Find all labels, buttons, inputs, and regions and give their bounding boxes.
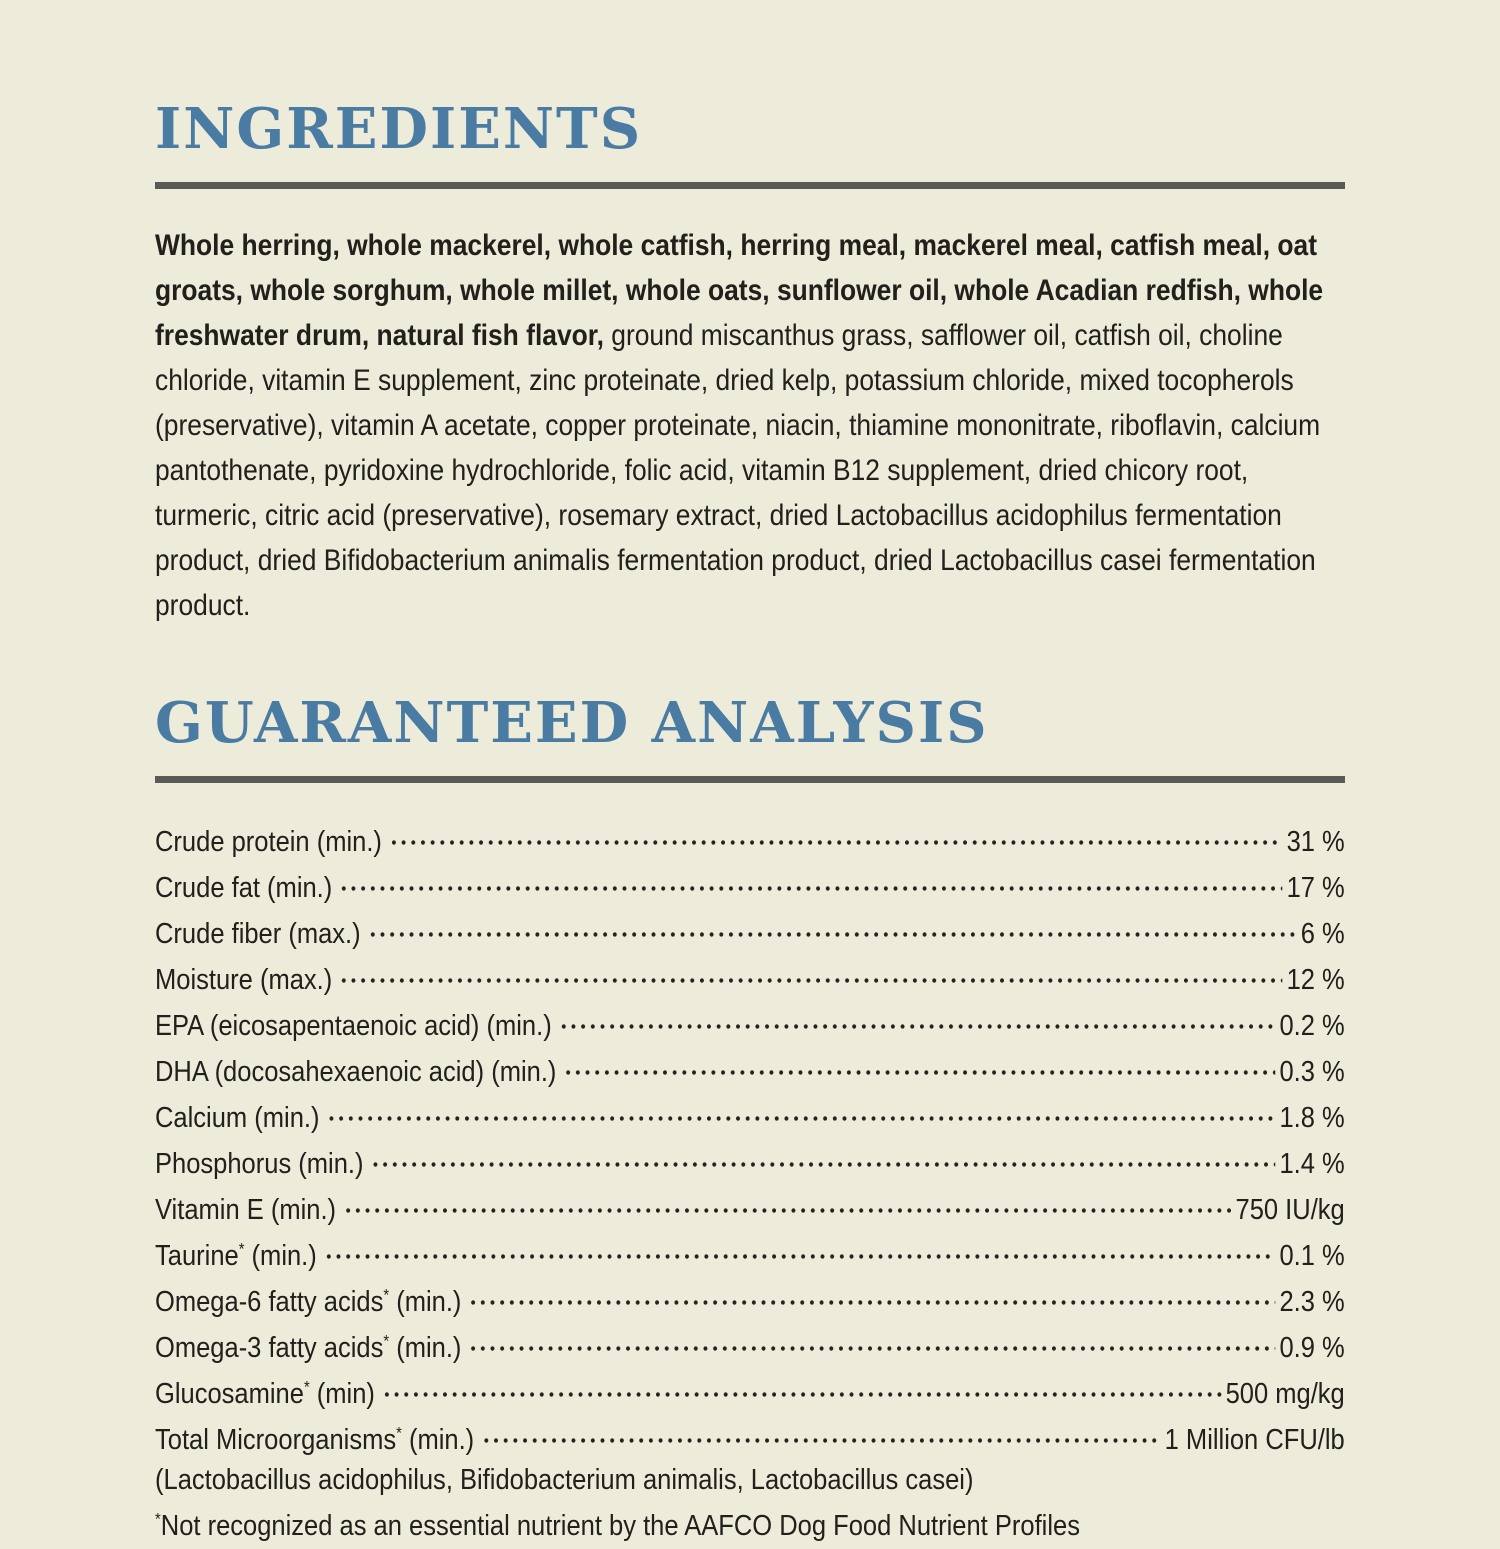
analysis-row bbox=[155, 951, 1345, 997]
analysis-row-label: Taurine* (min.) bbox=[155, 1239, 317, 1272]
analysis-row-value: 0.9 % bbox=[1279, 1332, 1345, 1364]
analysis-row bbox=[155, 1181, 1345, 1227]
ingredients-paragraph bbox=[155, 223, 1345, 628]
analysis-row bbox=[155, 1089, 1345, 1135]
dot-leader bbox=[382, 1365, 1221, 1411]
dot-leader bbox=[339, 951, 1282, 997]
analysis-row bbox=[155, 905, 1345, 951]
analysis-row bbox=[155, 1043, 1345, 1089]
analysis-row-value: 31 % bbox=[1286, 826, 1345, 858]
analysis-row-value: 1.8 % bbox=[1279, 1102, 1345, 1134]
dot-leader bbox=[324, 1227, 1275, 1273]
analysis-row-label: Crude fat (min.) bbox=[155, 872, 333, 904]
analysis-row-value: 1 Million CFU/lb bbox=[1164, 1424, 1345, 1456]
ingredients-divider bbox=[155, 182, 1345, 189]
analysis-row-label: DHA (docosahexaenoic acid) (min.) bbox=[155, 1056, 557, 1088]
asterisk-marker: * bbox=[383, 1331, 390, 1351]
analysis-row-value: 750 IU/kg bbox=[1235, 1194, 1345, 1226]
analysis-row-value: 0.3 % bbox=[1279, 1056, 1345, 1088]
asterisk-marker: * bbox=[383, 1285, 390, 1305]
analysis-row-value: 0.1 % bbox=[1279, 1240, 1345, 1272]
dot-leader bbox=[468, 1273, 1275, 1319]
analysis-row bbox=[155, 1227, 1345, 1273]
analysis-row-label: Glucosamine* (min) bbox=[155, 1377, 375, 1410]
analysis-row-label: Calcium (min.) bbox=[155, 1102, 320, 1134]
guaranteed-analysis-divider bbox=[155, 776, 1345, 783]
ingredients-section bbox=[155, 96, 1345, 628]
analysis-row bbox=[155, 1319, 1345, 1365]
dot-leader bbox=[559, 997, 1275, 1043]
analysis-row-label: Omega-3 fatty acids* (min.) bbox=[155, 1331, 462, 1364]
analysis-row bbox=[155, 997, 1345, 1043]
analysis-row-label: Moisture (max.) bbox=[155, 964, 333, 996]
dot-leader bbox=[468, 1319, 1275, 1365]
dot-leader bbox=[389, 813, 1282, 859]
asterisk-marker: * bbox=[238, 1239, 245, 1259]
asterisk-marker: * bbox=[303, 1377, 310, 1397]
analysis-row bbox=[155, 813, 1345, 859]
microorganism-species-note: (Lactobacillus acidophilus, Bifidobacterium animalis, Lactobacillus casei) bbox=[155, 1464, 974, 1496]
dot-leader bbox=[368, 905, 1297, 951]
guaranteed-analysis-table bbox=[155, 813, 1345, 1457]
dot-leader bbox=[481, 1411, 1160, 1457]
analysis-row-label: Crude protein (min.) bbox=[155, 826, 382, 858]
analysis-row bbox=[155, 1273, 1345, 1319]
ingredients-secondary-list: ground miscanthus grass, safflower oil, catfish oil, choline chloride, vitamin E supplement, zinc proteinate, dried kelp, potassium chloride, mixed tocopherols (preservative), vitamin A acetate, copper proteinate, niacin, thiamine mononitrate, riboflavin, calcium pantothenate, pyridoxine hydrochloride, folic acid, vitamin B12 supplement, dried chicory root, turmeric, citric acid (preservative), rosemary extract, dried Lactobacillus acidophilus fermentation product, dried Bifidobacterium animalis fermentation product, dried Lactobacillus casei fermentation product. bbox=[155, 319, 1321, 622]
ingredients-primary-list: Whole herring, whole mackerel, whole catfish, herring meal, mackerel meal, catfish meal, oat groats, whole sorghum, whole millet, whole oats, sunflower oil, whole Acadian redfish, whole freshwater drum, natural fish flavor, bbox=[155, 229, 1324, 352]
analysis-row-value: 2.3 % bbox=[1279, 1286, 1345, 1318]
dot-leader bbox=[327, 1089, 1276, 1135]
asterisk-marker: * bbox=[396, 1423, 402, 1443]
analysis-row bbox=[155, 1365, 1345, 1411]
aafco-footnote: *Not recognized as an essential nutrient by the AAFCO Dog Food Nutrient Profiles bbox=[155, 1509, 1080, 1542]
analysis-row-label: Crude fiber (max.) bbox=[155, 918, 361, 950]
analysis-row-value: 500 mg/kg bbox=[1225, 1378, 1345, 1410]
analysis-row-label: Phosphorus (min.) bbox=[155, 1148, 364, 1180]
analysis-row-value: 17 % bbox=[1286, 872, 1345, 904]
analysis-row-value: 1.4 % bbox=[1279, 1148, 1345, 1180]
asterisk-marker: * bbox=[155, 1509, 161, 1529]
analysis-row bbox=[155, 859, 1345, 905]
guaranteed-analysis-section bbox=[155, 690, 1345, 1549]
analysis-row-label: Vitamin E (min.) bbox=[155, 1194, 337, 1226]
analysis-row-label: Total Microorganisms* (min.) bbox=[155, 1423, 475, 1456]
analysis-row-label: EPA (eicosapentaenoic acid) (min.) bbox=[155, 1010, 552, 1042]
guaranteed-analysis-title: GUARANTEED ANALYSIS bbox=[155, 690, 989, 756]
analysis-row-label: Omega-6 fatty acids* (min.) bbox=[155, 1285, 462, 1318]
ingredients-title: INGREDIENTS bbox=[155, 96, 643, 162]
dot-leader bbox=[371, 1135, 1276, 1181]
analysis-row-value: 0.2 % bbox=[1279, 1010, 1345, 1042]
analysis-row-value: 6 % bbox=[1300, 918, 1345, 950]
analysis-row bbox=[155, 1135, 1345, 1181]
dot-leader bbox=[563, 1043, 1275, 1089]
dot-leader bbox=[343, 1181, 1231, 1227]
dot-leader bbox=[339, 859, 1282, 905]
analysis-row bbox=[155, 1411, 1345, 1457]
analysis-row-value: 12 % bbox=[1286, 964, 1345, 996]
